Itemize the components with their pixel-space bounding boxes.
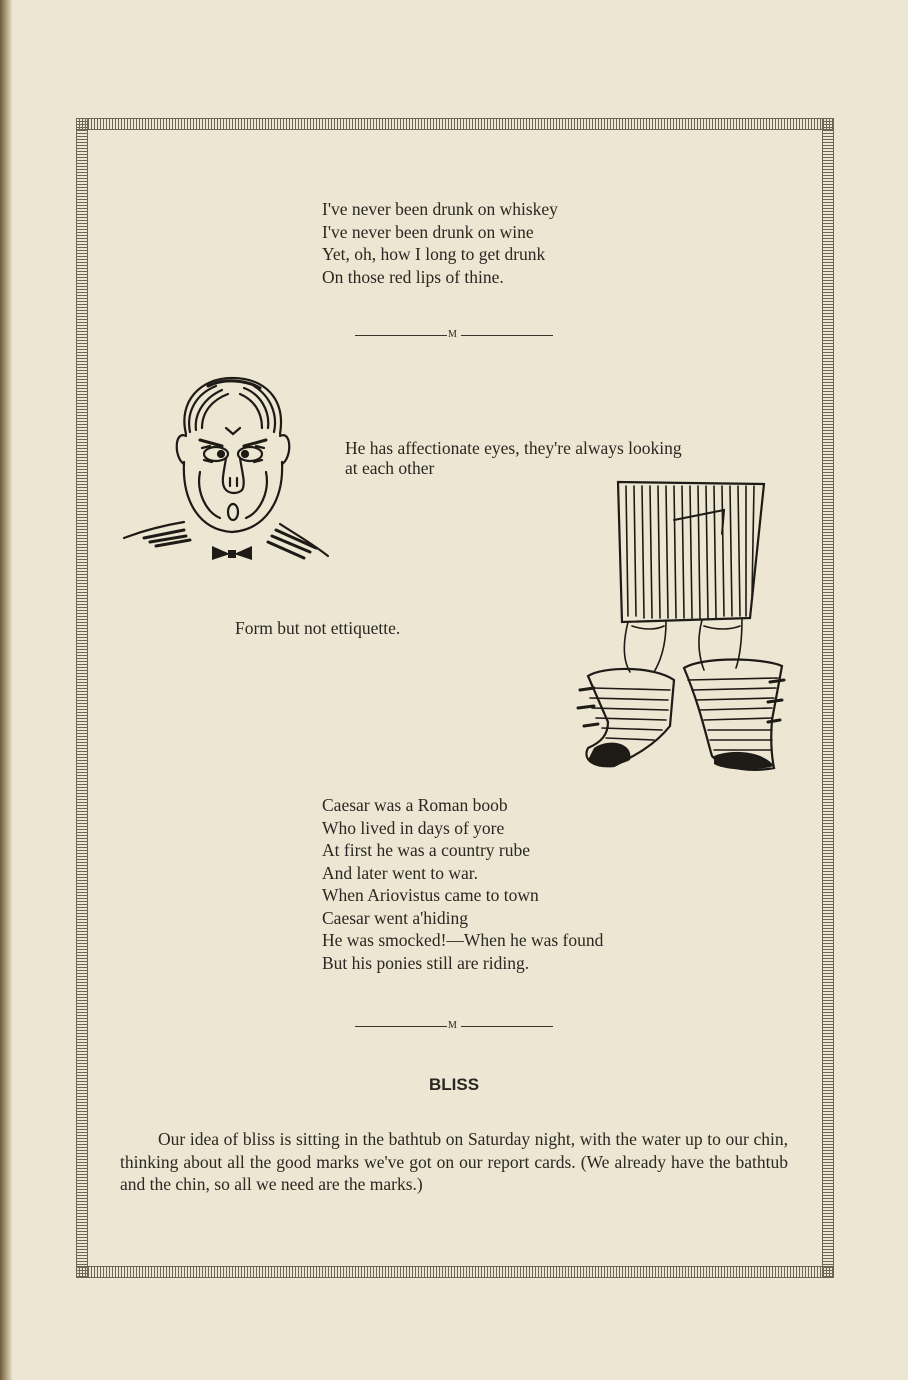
caption-line: He has affectionate eyes, they're always looking (345, 438, 682, 458)
legs-caption: Form but not ettiquette. (235, 618, 401, 638)
divider-mark: M (448, 1020, 457, 1031)
whiskey-poem (322, 198, 558, 288)
poem-line: He was smocked!—When he was found (322, 930, 604, 950)
poem-line: Who lived in days of yore (322, 817, 505, 838)
poem-line: I've never been drunk on wine (322, 221, 534, 242)
border-right (822, 118, 834, 1278)
section-divider (355, 1019, 555, 1033)
poem-line: Caesar was a Roman boob (322, 795, 508, 815)
poem-line: Yet, oh, how I long to get drunk (322, 244, 546, 264)
bliss-paragraph: Our idea of bliss is sitting in the bathtub on Saturday night, with the water up to our chin, thinking about all the good marks we've got on our report cards. (We already have the bathtub and the chin, so all we need are the marks.) (120, 1129, 788, 1194)
border-bottom (76, 1266, 834, 1278)
poem-line: And later went to war. (322, 862, 478, 883)
caption-line: at each other (345, 458, 435, 478)
divider-mark: M (448, 329, 457, 340)
section-divider (355, 328, 555, 342)
poem-line: I've never been drunk on whiskey (322, 199, 558, 219)
poem-line: But his ponies still are riding. (322, 952, 530, 973)
legs-and-boots-illustration (574, 476, 788, 776)
caricature-caption (345, 438, 682, 478)
poem-line: When Ariovistus came to town (322, 885, 539, 905)
border-left (76, 118, 88, 1278)
poem-line: Caesar went a'hiding (322, 907, 469, 928)
caesar-poem (322, 794, 603, 974)
poem-line: On those red lips of thine. (322, 266, 504, 287)
caricature-face-illustration (120, 372, 330, 567)
border-top (76, 118, 834, 130)
book-spine-shadow (0, 0, 12, 1380)
bliss-heading: BLISS (428, 1075, 480, 1094)
poem-line: At first he was a country rube (322, 840, 530, 860)
